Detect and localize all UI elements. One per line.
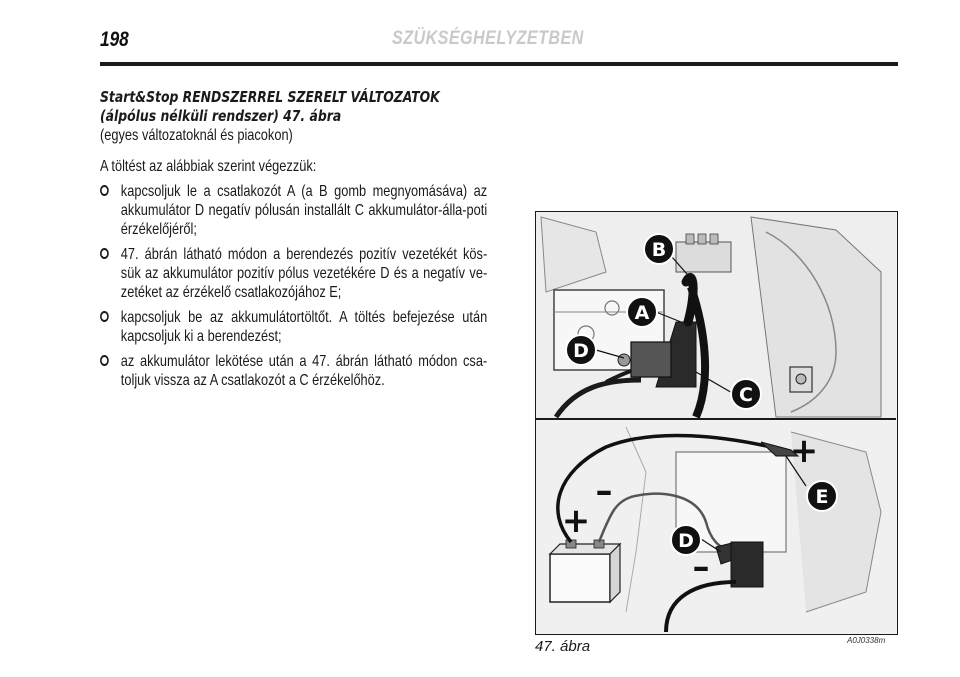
section-heading-line2: (álpólus nélküli rendszer) 47. ábra	[100, 107, 342, 125]
text-column	[100, 88, 487, 396]
figure-47	[535, 211, 898, 635]
circle-bullet-icon	[100, 311, 109, 322]
callout-b	[644, 234, 674, 264]
steps-list	[100, 182, 487, 390]
circle-bullet-icon	[100, 355, 109, 366]
header-rule	[100, 62, 898, 66]
page-number: 198	[100, 28, 129, 51]
callout-e	[807, 481, 837, 511]
plus-sign-right: +	[789, 431, 819, 471]
svg-text:B: B	[651, 239, 667, 261]
intro-text: A töltést az alábbiak szerint végezzük:	[100, 158, 317, 175]
figure-caption: 47. ábra	[535, 638, 591, 655]
figure-code: A0J0338m	[847, 636, 886, 645]
minus-sign-bottom: –	[692, 547, 710, 587]
svg-text:E: E	[815, 486, 829, 508]
list-item	[100, 352, 487, 390]
step-text: az akkumulátor lekötése után a 47. ábrán látható módon csa-toljuk vissza az A csatlakozót a C érzékelőhöz.	[120, 353, 488, 389]
plus-sign-left: +	[561, 501, 591, 541]
minus-sign-top: –	[595, 471, 613, 511]
svg-text:C: C	[739, 384, 753, 406]
callout-a	[627, 297, 657, 327]
svg-text:D: D	[573, 340, 589, 362]
step-text: kapcsoljuk le a csatlakozót A (a B gomb megnyomásáva) az akkumulátor D negatív pólusán installált C akkumulátor-álla-poti érzékelőjéről;	[120, 183, 488, 238]
callout-d-top	[566, 335, 596, 365]
section-heading-line1: Start&Stop RENDSZERREL SZERELT VÁLTOZATOK	[100, 88, 440, 106]
svg-text:D: D	[678, 530, 694, 552]
circle-bullet-icon	[100, 185, 109, 196]
svg-text:A: A	[634, 302, 650, 324]
list-item	[100, 182, 487, 239]
circle-bullet-icon	[100, 248, 109, 259]
chapter-title: SZÜKSÉGHELYZETBEN	[392, 28, 584, 49]
step-text: 47. ábrán látható módon a berendezés pozitív vezetékét kös-sük az akkumulátor pozitív pólus vezetékére D és a negatív ve-zetéket az érzékelő csatlakozójához E;	[120, 246, 488, 301]
callout-c	[731, 379, 761, 409]
battery-illustration	[536, 212, 896, 633]
step-text: kapcsoljuk be az akkumulátortöltőt. A töltés befejezése után kapcsoljuk ki a berendezést;	[120, 309, 488, 345]
top-panel-drawing	[536, 212, 896, 419]
section-note: (egyes változatoknál és piacokon)	[100, 127, 293, 144]
list-item	[100, 245, 487, 302]
list-item	[100, 308, 487, 346]
